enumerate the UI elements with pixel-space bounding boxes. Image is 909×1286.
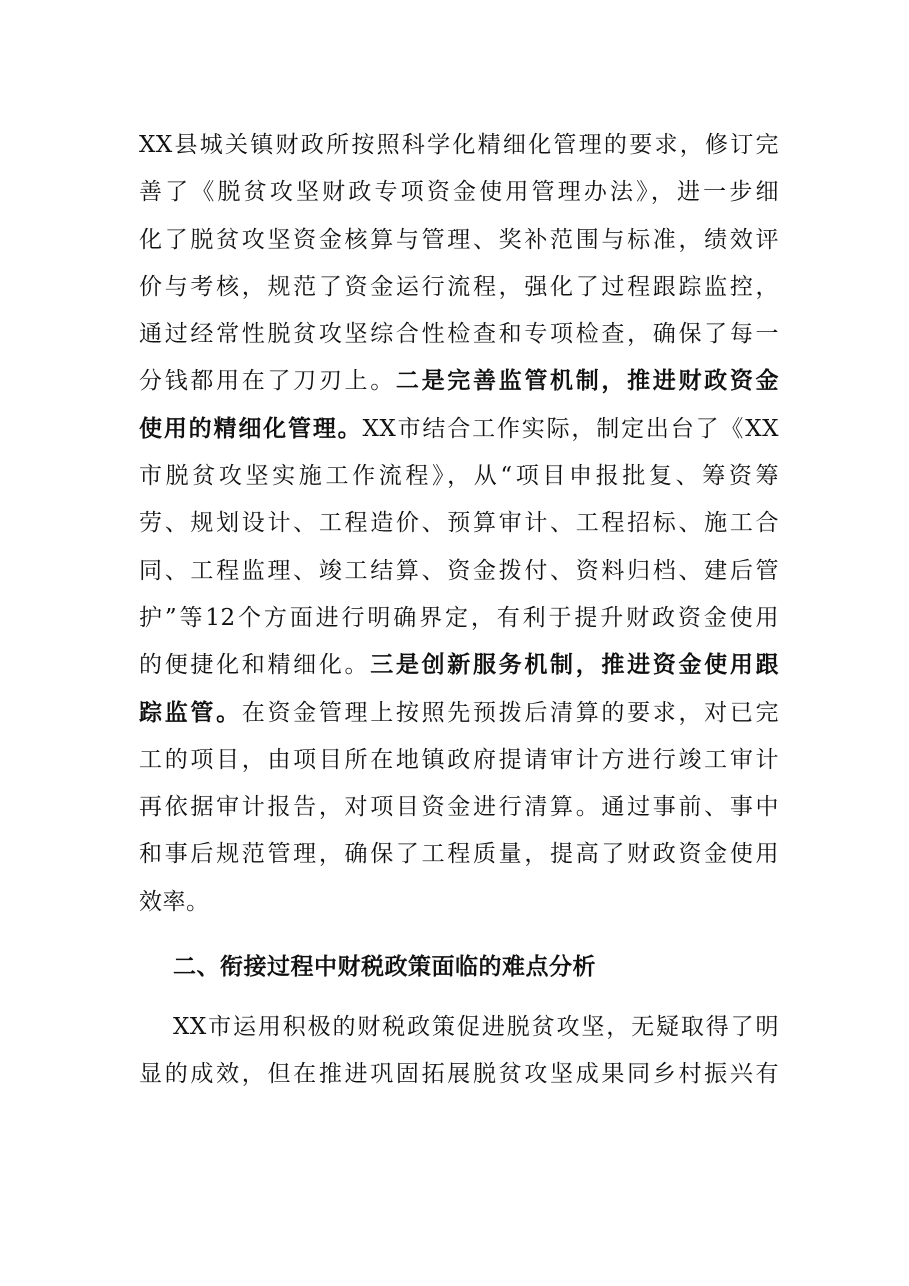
- bold-key-point: 使用的精细化管理。: [139, 414, 363, 442]
- text-line: 护”等12个方面进行明确界定，有利于提升财政资金使用: [139, 604, 779, 631]
- text-line: XX市运用积极的财税政策促进脱贫攻坚，无疑取得了明: [173, 1014, 779, 1040]
- plain-text: XX市结合工作实际，制定出台了《XX: [362, 415, 779, 442]
- body-paragraph-1: [139, 125, 779, 929]
- text-line: 再依据审计报告，对项目资金进行清算。通过事前、事中: [139, 794, 779, 821]
- plain-text: 分钱都用在了刀刃上。: [139, 368, 396, 395]
- text-line: 化了脱贫攻坚资金核算与管理、奖补范围与标准，绩效评: [139, 226, 779, 253]
- text-line: 效率。: [139, 888, 210, 915]
- plain-text: 的便捷化和精细化。: [139, 652, 371, 679]
- body-paragraph-2: [139, 1007, 779, 1102]
- text-line: XX县城关镇财政所按照科学化精细化管理的要求，修订完: [139, 132, 779, 158]
- text-line: 工的项目，由项目所在地镇政府提请审计方进行竣工审计: [139, 746, 779, 773]
- text-line: 显的成效，但在推进巩固拓展脱贫攻坚成果同乡村振兴有: [139, 1061, 779, 1088]
- bold-key-point: 二是完善监管机制，推进财政资金: [395, 367, 779, 395]
- text-line: 同、工程监理、竣工结算、资金拨付、资料归档、建后管: [139, 557, 779, 584]
- text-line: [139, 409, 779, 449]
- text-line: 劳、规划设计、工程造价、预算审计、工程招标、施工合: [139, 510, 779, 537]
- plain-text: 在资金管理上按照先预拨后清算的要求，对已完: [241, 699, 779, 726]
- text-line: 和事后规范管理，确保了工程质量，提高了财政资金使用: [139, 841, 779, 868]
- text-line: 市脱贫攻坚实施工作流程》，从“项目申报批复、筹资筹: [139, 463, 779, 490]
- text-line: 通过经常性脱贫攻坚综合性检查和专项检查，确保了每一: [139, 321, 779, 348]
- text-line: 价与考核，规范了资金运行流程，强化了过程跟踪监控，: [139, 273, 779, 300]
- section-heading: 二、衔接过程中财税政策面临的难点分析: [173, 953, 596, 980]
- text-line: [139, 361, 779, 401]
- bold-key-point: 三是创新服务机制，推进资金使用跟: [370, 651, 779, 679]
- text-line: [139, 693, 779, 733]
- text-line: 善了《脱贫攻坚财政专项资金使用管理办法》，进一步细: [139, 179, 779, 206]
- text-line: [139, 645, 779, 685]
- bold-key-point: 踪监管。: [139, 698, 242, 726]
